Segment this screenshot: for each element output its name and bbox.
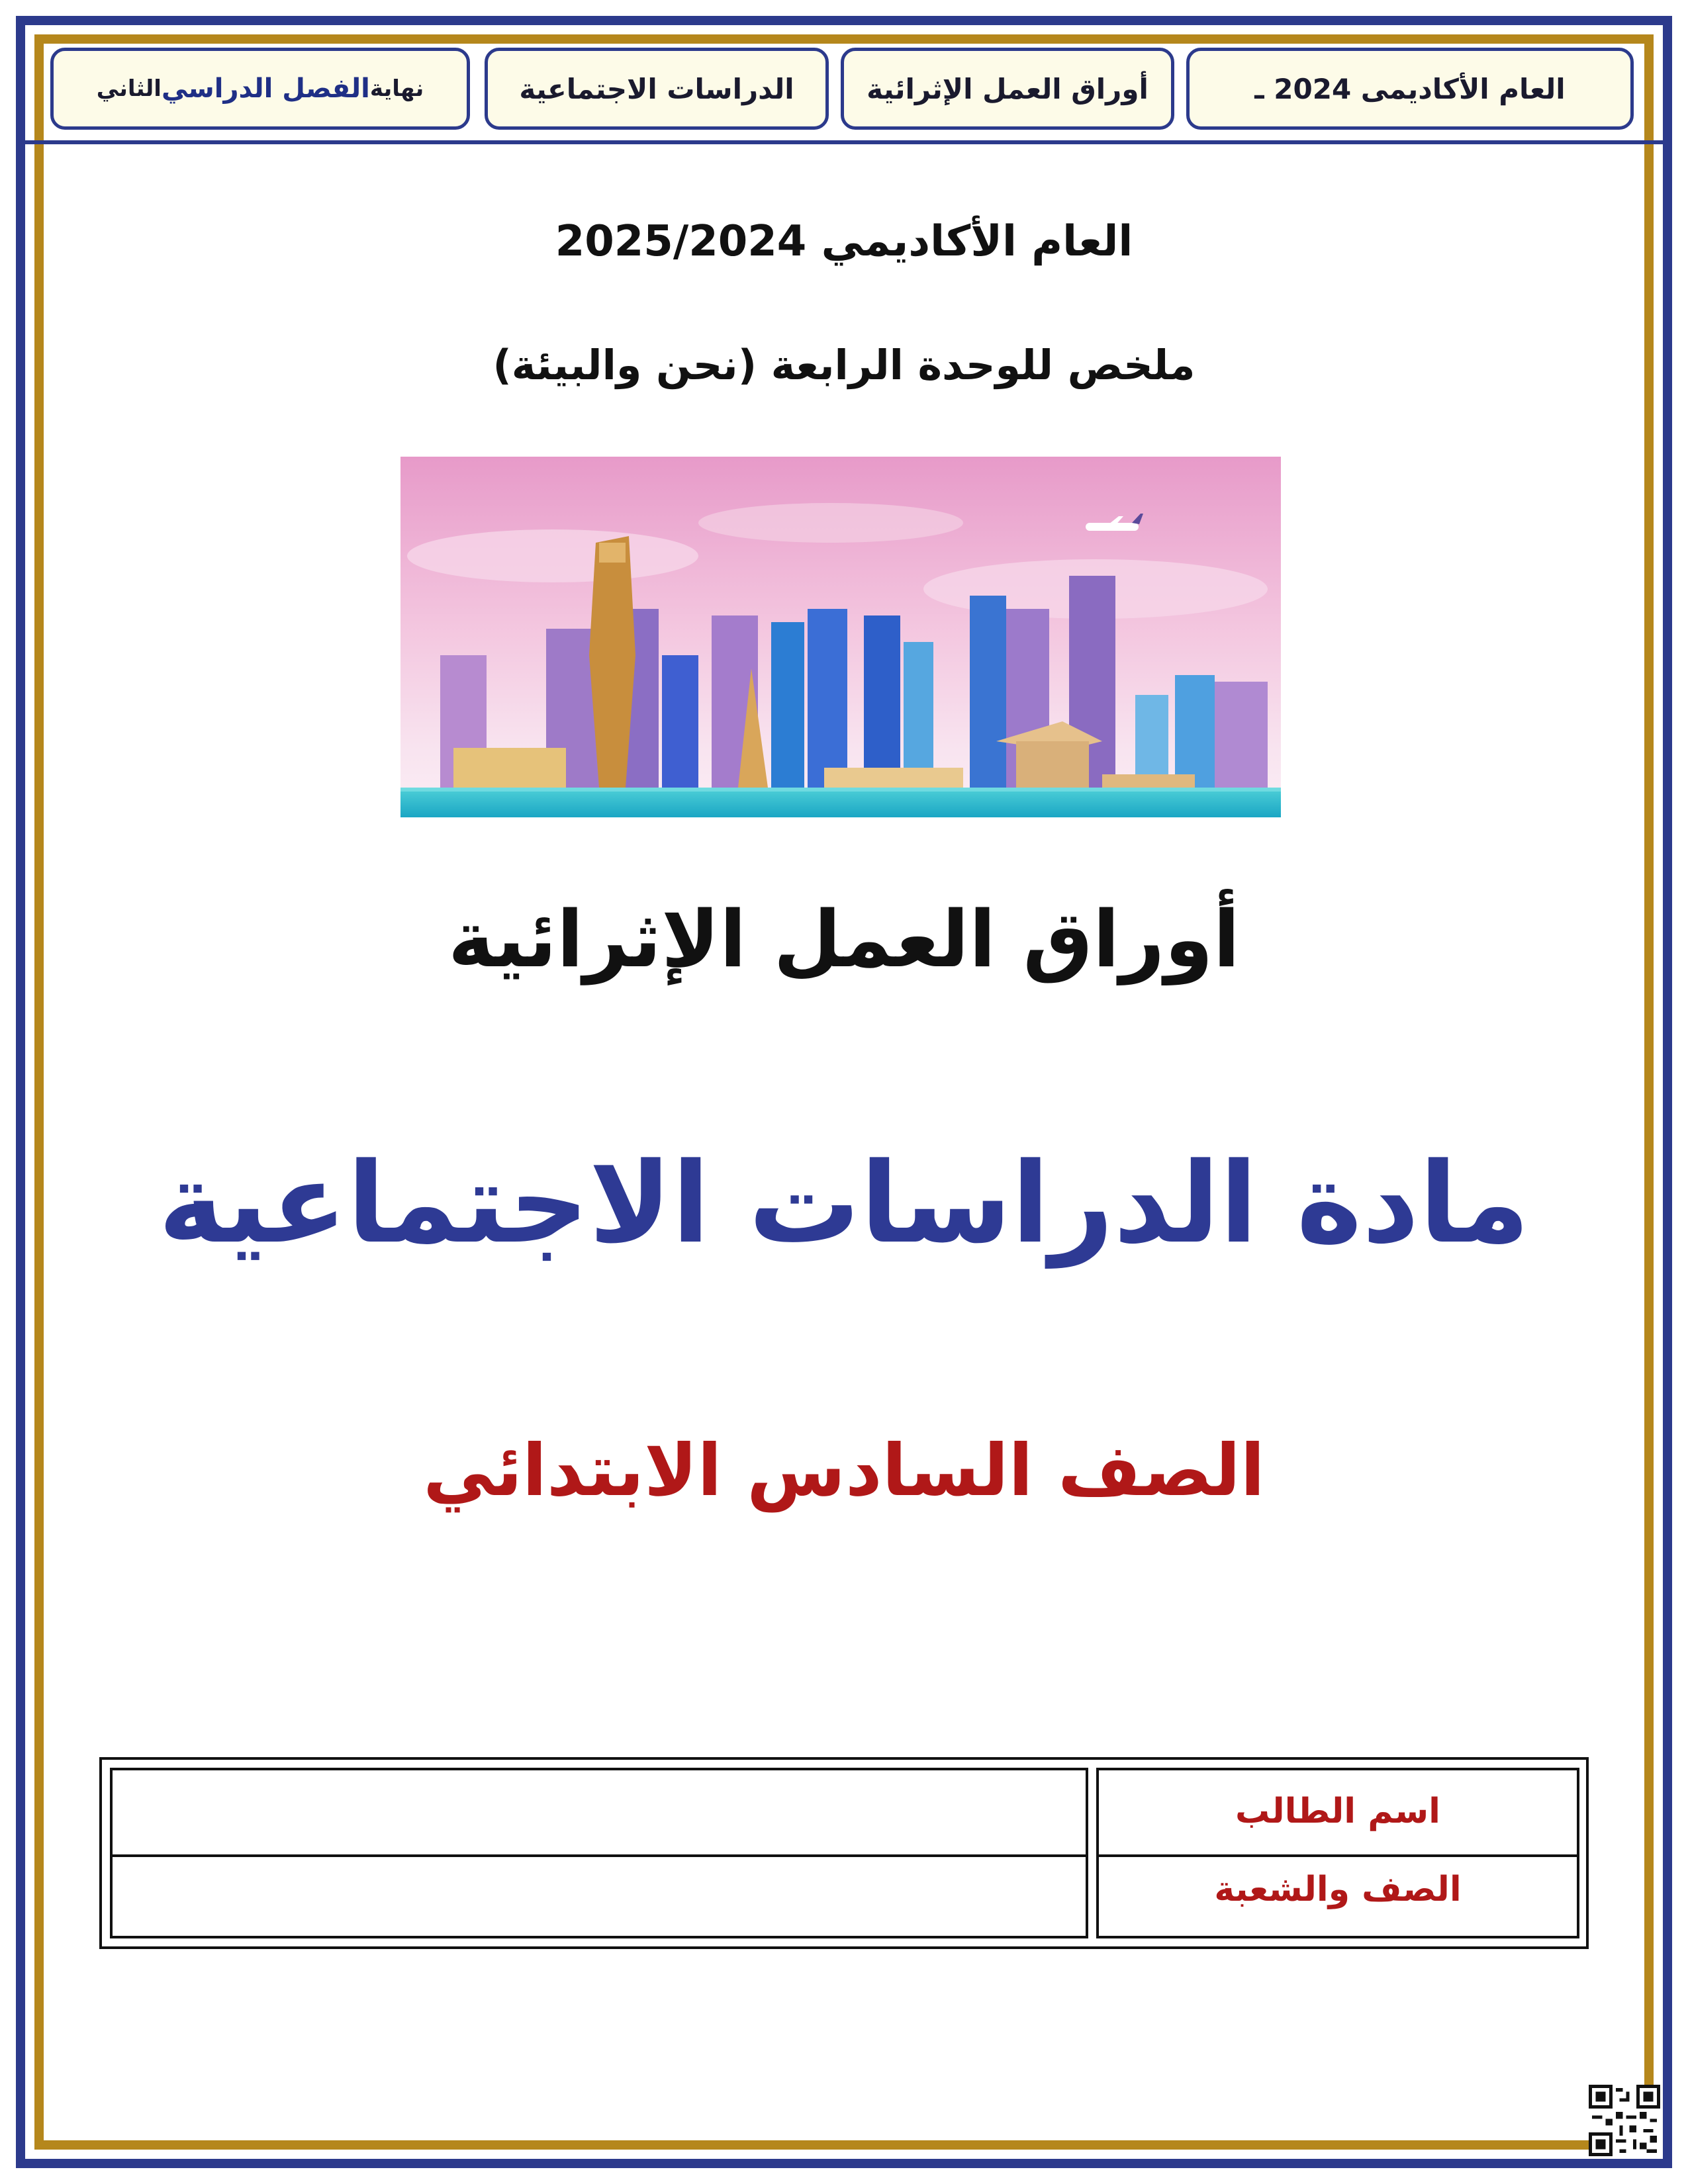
- class-section-label: الصف والشعبة: [1214, 1870, 1462, 1909]
- student-name-field[interactable]: [113, 1770, 1086, 1854]
- student-info-labels: [1096, 1768, 1579, 1938]
- class-section-field[interactable]: [113, 1857, 1086, 1936]
- header-tab-semester: نهاية الفصل الدراسي الثاني: [50, 48, 470, 130]
- header-divider: [25, 140, 1663, 144]
- unit-summary-heading: ملخص للوحدة الرابعة (نحن والبيئة): [492, 341, 1196, 389]
- row-divider: [1099, 1854, 1577, 1857]
- header-tab-academic-year: العام الأكاديمى 2024 ـ: [1186, 48, 1634, 130]
- header-tab-worksheets: أوراق العمل الإثرائية: [841, 48, 1174, 130]
- worksheets-title: أوراق العمل الإثرائية: [447, 893, 1241, 985]
- student-info-table: [99, 1757, 1589, 1949]
- city-skyline-image: [400, 457, 1281, 817]
- student-name-label: اسم الطالب: [1235, 1792, 1440, 1831]
- header-tab-subject: الدراسات الاجتماعية: [485, 48, 829, 130]
- subject-title: مادة الدراسات الاجتماعية: [158, 1138, 1530, 1268]
- academic-year-heading: العام الأكاديمي 2025/2024: [555, 217, 1133, 266]
- grade-title: الصف السادس الابتدائي: [423, 1430, 1265, 1512]
- qr-code-icon: [1589, 2085, 1660, 2156]
- student-info-values: [110, 1768, 1088, 1938]
